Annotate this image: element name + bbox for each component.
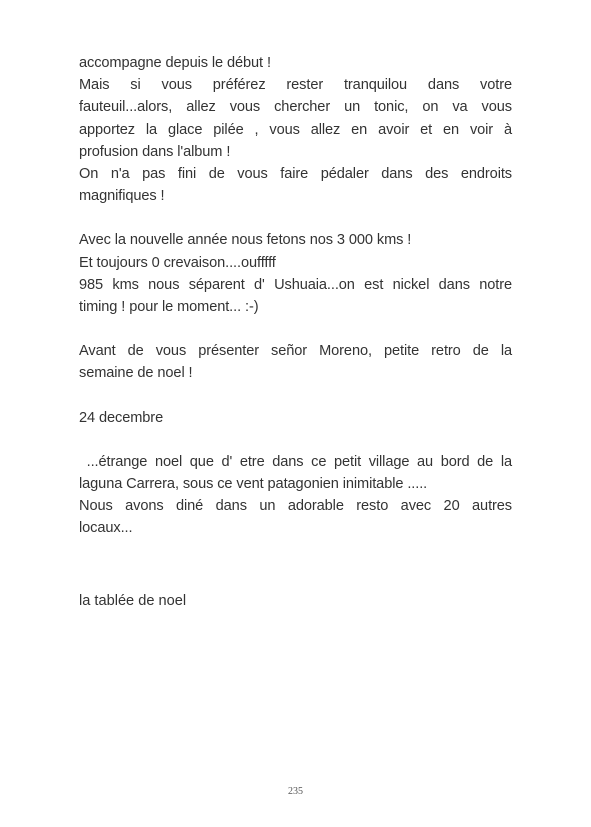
text-line: On n'a pas fini de vous faire pédaler dans des endroits	[79, 166, 512, 183]
body-text	[79, 52, 512, 540]
text-line: Nous avons diné dans un adorable resto avec 20 autres	[79, 498, 512, 515]
paragraph-christmas	[79, 451, 512, 540]
text-line: fauteuil...alors, allez vous chercher un tonic, on va vous	[79, 99, 512, 116]
paragraph-intro	[79, 52, 512, 207]
text-line: Avant de vous présenter señor Moreno, petite retro de la	[79, 343, 512, 360]
date-heading	[79, 407, 512, 429]
text-line: magnifiques !	[79, 188, 165, 205]
text-line: timing ! pour le moment... :-)	[79, 299, 259, 316]
paragraph-gap	[79, 385, 512, 407]
text-line: 24 decembre	[79, 409, 164, 426]
paragraph-gap	[79, 207, 512, 229]
paragraph-gap	[79, 429, 512, 451]
text-line: Et toujours 0 crevaison....oufffff	[79, 254, 276, 271]
text-line: Avec la nouvelle année nous fetons nos 3 000 kms !	[79, 232, 412, 249]
photo-caption: la tablée de noel	[79, 593, 187, 609]
text-line: locaux...	[79, 520, 133, 537]
text-line: Mais si vous préférez rester tranquilou dans votre	[79, 77, 512, 94]
text-line: semaine de noel !	[79, 365, 193, 382]
text-line: accompagne depuis le début !	[79, 55, 271, 71]
text-line: laguna Carrera, sous ce vent patagonien inimitable .....	[79, 476, 428, 493]
paragraph-gap	[79, 318, 512, 340]
paragraph-retro	[79, 340, 512, 384]
text-line: profusion dans l'album !	[79, 143, 231, 160]
text-line: 985 kms nous séparent d' Ushuaia...on est nickel dans notre	[79, 276, 512, 293]
page-number: 235	[288, 786, 303, 797]
text-line: apportez la glace pilée , vous allez en avoir et en voir à	[79, 121, 512, 138]
paragraph-milestone	[79, 229, 512, 318]
text-line: ...étrange noel que d' etre dans ce petit village au bord de la	[79, 453, 512, 470]
